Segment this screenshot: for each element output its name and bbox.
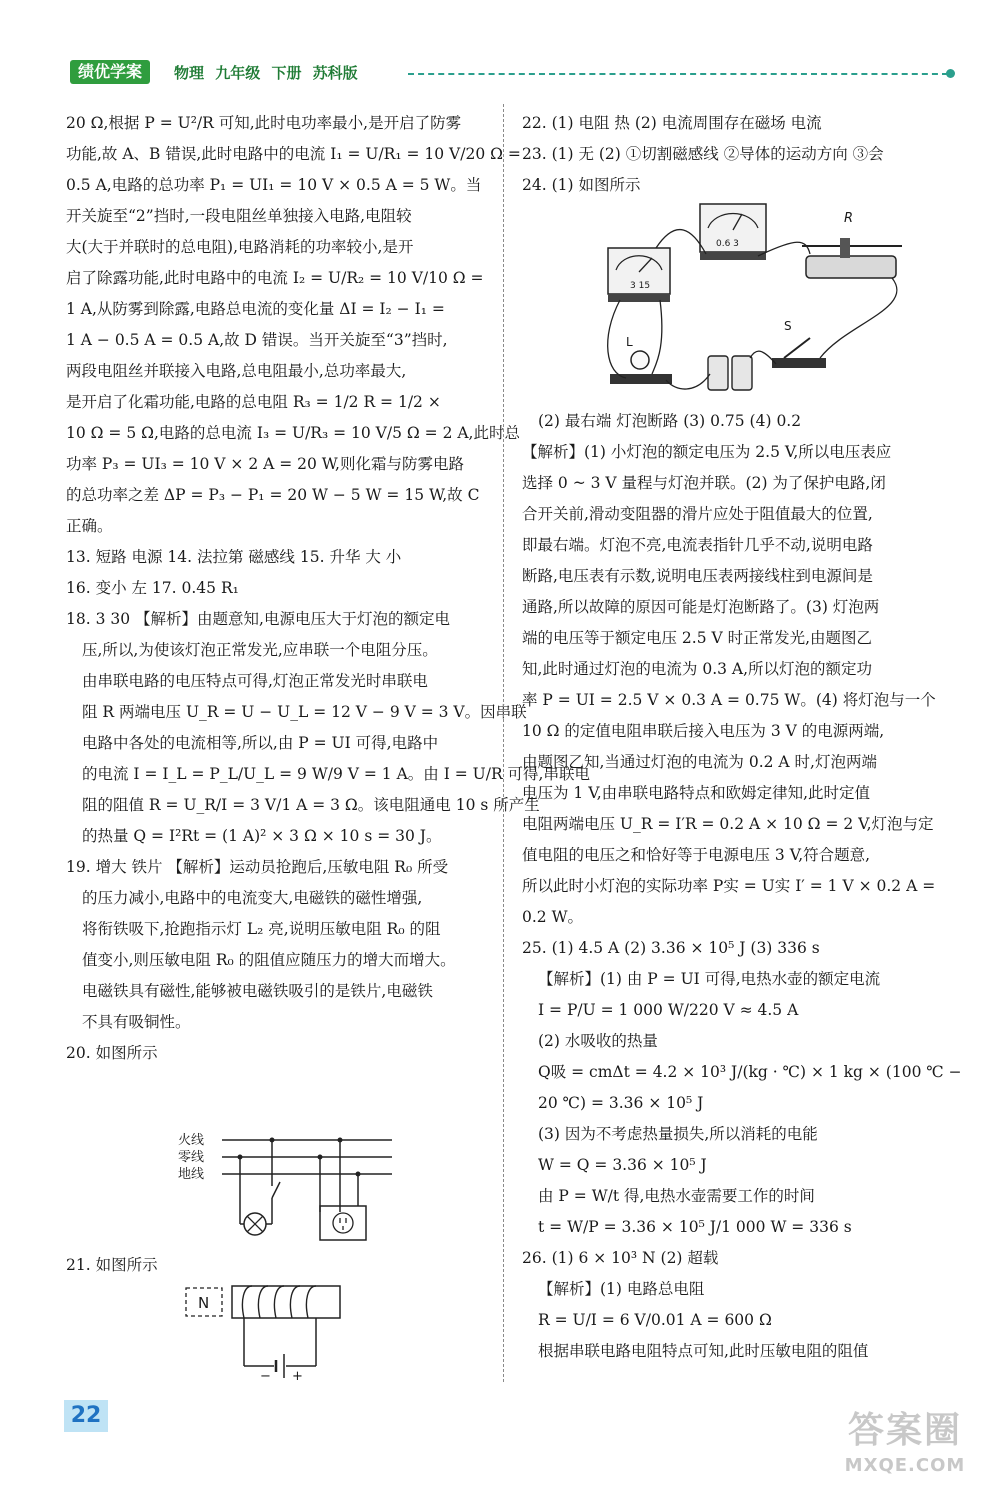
right-column-top — [522, 108, 954, 201]
wire-label-ground: 地线 — [178, 1167, 205, 1182]
text-line: 由题图乙知,当通过灯泡的电流为 0.2 A 时,灯泡两端 — [522, 753, 877, 771]
answer-21: 21. 如图所示 — [66, 1256, 158, 1274]
connection-wire — [820, 278, 897, 358]
coil-core — [232, 1286, 340, 1318]
switch-blade — [784, 338, 810, 358]
text-line: 是开启了化霜功能,电路的总电阻 R₃ = 1/2 R = 1/2 × — [66, 393, 441, 411]
text-line: 将衔铁吸下,抢跑指示灯 L₂ 亮,说明压敏电阻 R₀ 的阻 — [82, 920, 441, 938]
text-line: 由 P = W/t 得,电热水壶需要工作的时间 — [538, 1187, 815, 1205]
text-line: 正确。 — [66, 517, 113, 535]
figure-20-household-circuit — [170, 1126, 400, 1246]
text-line: 的热量 Q = I²Rt = (1 A)² × 3 Ω × 10 s = 30 J。 — [82, 827, 442, 845]
brand-badge: 绩优学案 — [70, 60, 150, 84]
watermark-site: MXQE.COM — [844, 1455, 966, 1476]
ammeter-scale: 0.6 3 — [716, 239, 739, 249]
header-dashed-rule — [408, 73, 948, 75]
socket-symbol — [320, 1206, 366, 1240]
text-line: 【解析】(1) 电路总电阻 — [538, 1280, 705, 1298]
text-line: 1 A,从防雾到除露,电路总电流的变化量 ΔI = I₂ − I₁ = — [66, 300, 445, 318]
battery-plus: + — [292, 1369, 303, 1384]
answer-20: 20. 如图所示 — [66, 1044, 158, 1062]
text-line: 即最右端。灯泡不亮,电流表指针几乎不动,说明电路 — [522, 536, 873, 554]
figure-21-electromagnet — [182, 1280, 352, 1384]
text-line: 0.5 A,电路的总功率 P₁ = UI₁ = 10 V × 0.5 A = 5 W。当 — [66, 176, 482, 194]
text-line: 功率 P₃ = UI₃ = 10 V × 2 A = 20 W,则化霜与防雾电路 — [66, 455, 464, 473]
text-line: 压,所以,为使该灯泡正常发光,应串联一个电阻分压。 — [82, 641, 438, 659]
wire-label-live: 火线 — [178, 1133, 205, 1148]
connection-wire — [666, 374, 710, 389]
answer-13-15: 13. 短路 电源 14. 法拉第 磁感线 15. 升华 大 小 — [66, 548, 402, 566]
text-line: 值变小,则压敏电阻 R₀ 的阻值应随压力的增大而增大。 — [82, 951, 456, 969]
formula-line: I = P/U = 1 000 W/220 V ≈ 4.5 A — [538, 1001, 799, 1019]
text-line: 不具有吸铜性。 — [82, 1013, 191, 1031]
voltmeter-scale: 3 15 — [630, 281, 651, 291]
formula-line: W = Q = 3.36 × 10⁵ J — [538, 1156, 707, 1174]
text-line: 两段电阻丝并联接入电路,总电阻最小,总功率最大, — [66, 362, 407, 380]
watermark — [820, 1408, 990, 1484]
rheostat-coil — [806, 256, 896, 278]
text-line: 10 Ω 的定值电阻串联后接入电压为 3 V 的电源两端, — [522, 722, 885, 740]
bulb — [631, 351, 649, 369]
text-line: 知,此时通过灯泡的电流为 0.3 A,所以灯泡的额定功 — [522, 660, 873, 678]
battery-cell — [708, 356, 728, 390]
text-line: 由串联电路的电压特点可得,灯泡正常发光时串联电 — [82, 672, 428, 690]
text-line: 的总功率之差 ΔP = P₃ − P₁ = 20 W − 5 W = 15 W,故 C — [66, 486, 480, 504]
text-line: 电路中各处的电流相等,所以,由 P = UI 可得,电路中 — [82, 734, 439, 752]
text-line: 根据串联电路电阻特点可知,此时压敏电阻的阻值 — [538, 1342, 869, 1360]
switch-base — [772, 358, 826, 368]
text-line: 的压力减小,电路中的电流变大,电磁铁的磁性增强, — [82, 889, 423, 907]
text-line: 合开关前,滑动变阻器的滑片应处于阻值最大的位置, — [522, 505, 873, 523]
rheostat-label: R — [844, 211, 854, 226]
switch-blade — [272, 1182, 280, 1198]
text-line: 值电阻的电压之和恰好等于电源电压 3 V,符合题意, — [522, 846, 871, 864]
switch-label: S — [784, 319, 792, 333]
answer-23: 23. (1) 无 (2) ①切割磁感线 ②导体的运动方向 ③会 — [522, 145, 884, 163]
formula-line: t = W/P = 3.36 × 10⁵ J/1 000 W = 336 s — [538, 1218, 852, 1236]
figure-24-experiment-circuit — [596, 198, 926, 398]
text-line: 0.2 W。 — [522, 908, 584, 926]
answer-24: 24. (1) 如图所示 — [522, 176, 641, 194]
battery-minus: − — [260, 1369, 271, 1384]
header-dot — [946, 69, 955, 78]
right-column-bottom — [522, 406, 962, 1367]
text-line: 阻的阻值 R = U_R/I = 3 V/1 A = 3 Ω。该电阻通电 10 s 所产生 — [82, 796, 540, 814]
text-line: 【解析】(1) 由 P = UI 可得,电热水壶的额定电流 — [538, 970, 881, 988]
text-line: 启了除露功能,此时电路中的电流 I₂ = U/R₂ = 10 V/10 Ω = — [66, 269, 484, 287]
text-line: 选择 0 ~ 3 V 量程与灯泡并联。(2) 为了保护电路,闭 — [522, 474, 886, 492]
answer-19: 19. 增大 铁片 【解析】运动员抢跑后,压敏电阻 R₀ 所受 — [66, 858, 449, 876]
text-line: 电磁铁具有磁性,能够被电磁铁吸引的是铁片,电磁铁 — [82, 982, 433, 1000]
book-info: 物理 九年级 下册 苏科版 — [174, 64, 358, 82]
page-header — [70, 60, 960, 86]
connection-wire — [652, 300, 662, 374]
formula-line: Q吸 = cmΔt = 4.2 × 10³ J/(kg · ℃) × 1 kg × (100 ℃ − — [538, 1063, 962, 1081]
watermark-logo: 答案圈 — [847, 1410, 962, 1451]
text-line: (3) 因为不考虑热量损失,所以消耗的电能 — [538, 1125, 818, 1143]
text-line: 20 Ω,根据 P = U²/R 可知,此时电功率最小,是开启了防雾 — [66, 114, 462, 132]
text-line: 率 P = UI = 2.5 V × 0.3 A = 0.75 W。(4) 将灯泡与一个 — [522, 691, 936, 709]
text-line: (2) 水吸收的热量 — [538, 1032, 658, 1050]
text-line: 1 A − 0.5 A = 0.5 A,故 D 错误。当开关旋至“3”挡时, — [66, 331, 448, 349]
text-line: 大(大于并联时的总电阻),电路消耗的功率较小,是开 — [66, 238, 414, 256]
text-line: 10 Ω = 5 Ω,电路的总电流 I₃ = U/R₃ = 10 V/5 Ω = 2 A,此时总 — [66, 424, 520, 442]
answer-25: 25. (1) 4.5 A (2) 3.36 × 10⁵ J (3) 336 s — [522, 939, 820, 957]
text-line: 电压为 1 V,由串联电路特点和欧姆定律知,此时定值 — [522, 784, 871, 802]
text-line: 阻 R 两端电压 U_R = U − U_L = 12 V − 9 V = 3 V。因串联 — [82, 703, 527, 721]
text-line: 端的电压等于额定电压 2.5 V 时正常发光,由题图乙 — [522, 629, 873, 647]
formula-line: R = U/I = 6 V/0.01 A = 600 Ω — [538, 1311, 772, 1329]
connection-wire — [608, 300, 626, 378]
formula-line: 20 ℃) = 3.36 × 10⁵ J — [538, 1094, 704, 1112]
lamp-label: L — [626, 335, 633, 349]
text-line: 电阻两端电压 U_R = I′R = 0.2 A × 10 Ω = 2 V,灯泡与定 — [522, 815, 934, 833]
text-line: 开关旋至“2”挡时,一段电阻丝单独接入电路,电阻较 — [66, 207, 412, 225]
answer-18: 18. 3 30 【解析】由题意知,电源电压大于灯泡的额定电 — [66, 610, 450, 628]
pole-label: N — [198, 1294, 210, 1312]
battery-cell — [732, 356, 752, 390]
column-divider — [503, 104, 504, 1382]
answer-24-part2: (2) 最右端 灯泡断路 (3) 0.75 (4) 0.2 — [538, 412, 802, 430]
text-line: 【解析】(1) 小灯泡的额定电压为 2.5 V,所以电压表应 — [522, 443, 892, 461]
text-line: 所以此时小灯泡的实际功率 P实 = U实 I′ = 1 V × 0.2 A = — [522, 877, 936, 895]
text-line: 的电流 I = I_L = P_L/U_L = 9 W/9 V = 1 A。由 I = U/R 可得,串联电 — [82, 765, 590, 783]
text-line: 断路,电压表有示数,说明电压表两接线柱到电源间是 — [522, 567, 873, 585]
answer-22: 22. (1) 电阻 热 (2) 电流周围存在磁场 电流 — [522, 114, 822, 132]
answer-26: 26. (1) 6 × 10³ N (2) 超载 — [522, 1249, 719, 1267]
wire-label-neutral: 零线 — [178, 1150, 205, 1165]
rheostat-slider — [840, 238, 850, 258]
coil-winding — [242, 1286, 316, 1318]
text-line: 通路,所以故障的原因可能是灯泡断路了。(3) 灯泡两 — [522, 598, 880, 616]
answer-16-17: 16. 变小 左 17. 0.45 R₁ — [66, 579, 239, 597]
page-number: 22 — [64, 1400, 108, 1432]
text-line: 功能,故 A、B 错误,此时电路中的电流 I₁ = U/R₁ = 10 V/20 Ω = — [66, 145, 521, 163]
